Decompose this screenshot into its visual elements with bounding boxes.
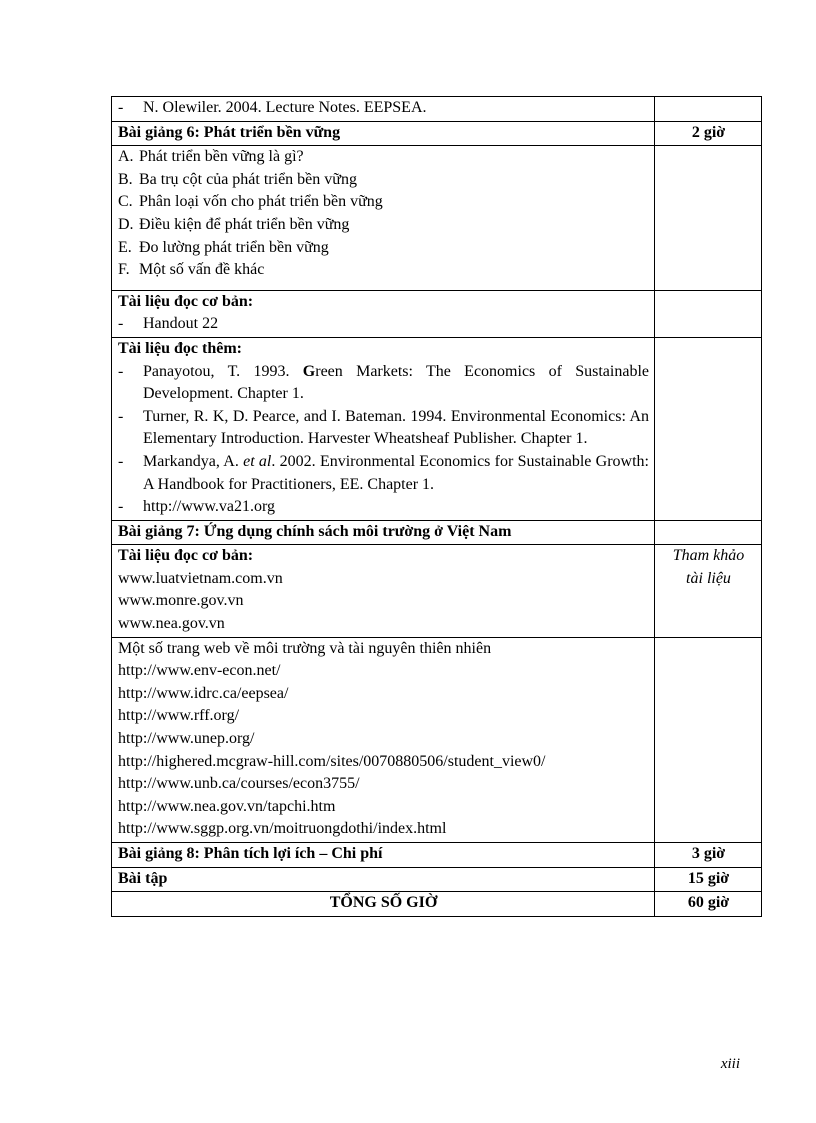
lecture-6-title: Bài giảng 6: Phát triển bền vững (112, 121, 655, 146)
topic-item: C. Phân loại vốn cho phát triển bền vững (118, 193, 383, 211)
topic-item: F. Một số vấn đề khác (118, 261, 265, 279)
further-readings-heading: Tài liệu đọc thêm: (118, 339, 242, 357)
basic-readings-heading: Tài liệu đọc cơ bản: (118, 547, 254, 565)
lecture-8-title: Bài giảng 8: Phân tích lợi ích – Chi phí (112, 843, 655, 868)
reference-note: Tham khảo tài liệu (655, 545, 762, 637)
reference-item: - Panayotou, T. 1993. Green Markets: The Economics of Sustainable Development. Chapter 1. (118, 362, 650, 403)
reference-item: - http://www.va21.org (118, 498, 275, 516)
link-item: http://www.rff.org/ (118, 707, 240, 725)
topic-item: E. Đo lường phát triển bền vững (118, 238, 329, 256)
websites-intro: Một số trang web về môi trường và tài nguyên thiên nhiên (118, 639, 492, 657)
topic-item: A. Phát triển bền vững là gì? (118, 148, 304, 166)
link-item: www.luatvietnam.com.vn (118, 569, 283, 587)
hours-cell (655, 97, 762, 122)
link-item: http://www.nea.gov.vn/tapchi.htm (118, 797, 336, 815)
exercises-hours: 15 giờ (655, 867, 762, 892)
lecture-8-hours: 3 giờ (655, 843, 762, 868)
table-row (112, 545, 762, 637)
reference-item: - Turner, R. K, D. Pearce, and I. Bateman. 1994. Environmental Economics: An Elementary Introduction. Harvester Wheatsheaf Publisher. Chapter 1. (118, 407, 649, 448)
hours-cell (655, 637, 762, 842)
link-item: http://www.env-econ.net/ (118, 662, 281, 680)
table-row (112, 892, 762, 917)
hours-cell (655, 146, 762, 291)
link-item: http://www.sggp.org.vn/moitruongdothi/index.html (118, 820, 447, 838)
lecture-6-basic-readings (112, 290, 655, 337)
table-row (112, 146, 762, 291)
table-row (112, 637, 762, 842)
lecture-6-further-readings (112, 337, 655, 520)
lecture-6-topics (112, 146, 655, 291)
content-cell (112, 97, 655, 122)
basic-readings-heading: Tài liệu đọc cơ bản: (118, 292, 254, 310)
exercises-title: Bài tập (112, 867, 655, 892)
hours-cell (655, 337, 762, 520)
table-row (112, 520, 762, 545)
topic-item: D. Điều kiện để phát triển bền vững (118, 215, 350, 233)
link-item: http://www.unep.org/ (118, 730, 255, 748)
table-row (112, 121, 762, 146)
table-row (112, 290, 762, 337)
hours-cell (655, 290, 762, 337)
reference-item: - Markandya, A. et al. 2002. Environmental Economics for Sustainable Growth: A Handbook for Practitioners, EE. Chapter 1. (118, 452, 649, 493)
link-item: http://www.idrc.ca/eepsea/ (118, 684, 289, 702)
link-item: http://www.unb.ca/courses/econ3755/ (118, 775, 360, 793)
link-item: http://highered.mcgraw-hill.com/sites/0070880506/student_view0/ (118, 752, 546, 770)
lecture-7-basic-readings (112, 545, 655, 637)
table-row (112, 337, 762, 520)
table-row (112, 97, 762, 122)
lecture-6-hours: 2 giờ (655, 121, 762, 146)
table-row (112, 867, 762, 892)
lecture-7-websites (112, 637, 655, 842)
link-item: www.nea.gov.vn (118, 615, 225, 633)
syllabus-table (111, 96, 762, 917)
hours-cell (655, 520, 762, 545)
page-number: xiii (720, 1056, 740, 1072)
total-label: TỔNG SỐ GIỜ (112, 892, 655, 917)
link-item: www.monre.gov.vn (118, 592, 244, 610)
reference-item: - Handout 22 (118, 315, 219, 333)
reference-item: - N. Olewiler. 2004. Lecture Notes. EEPSEA. (118, 99, 427, 116)
total-hours: 60 giờ (655, 892, 762, 917)
topic-item: B. Ba trụ cột của phát triển bền vững (118, 170, 357, 188)
lecture-7-title: Bài giảng 7: Ứng dụng chính sách môi trường ở Việt Nam (112, 520, 655, 545)
table-row (112, 843, 762, 868)
